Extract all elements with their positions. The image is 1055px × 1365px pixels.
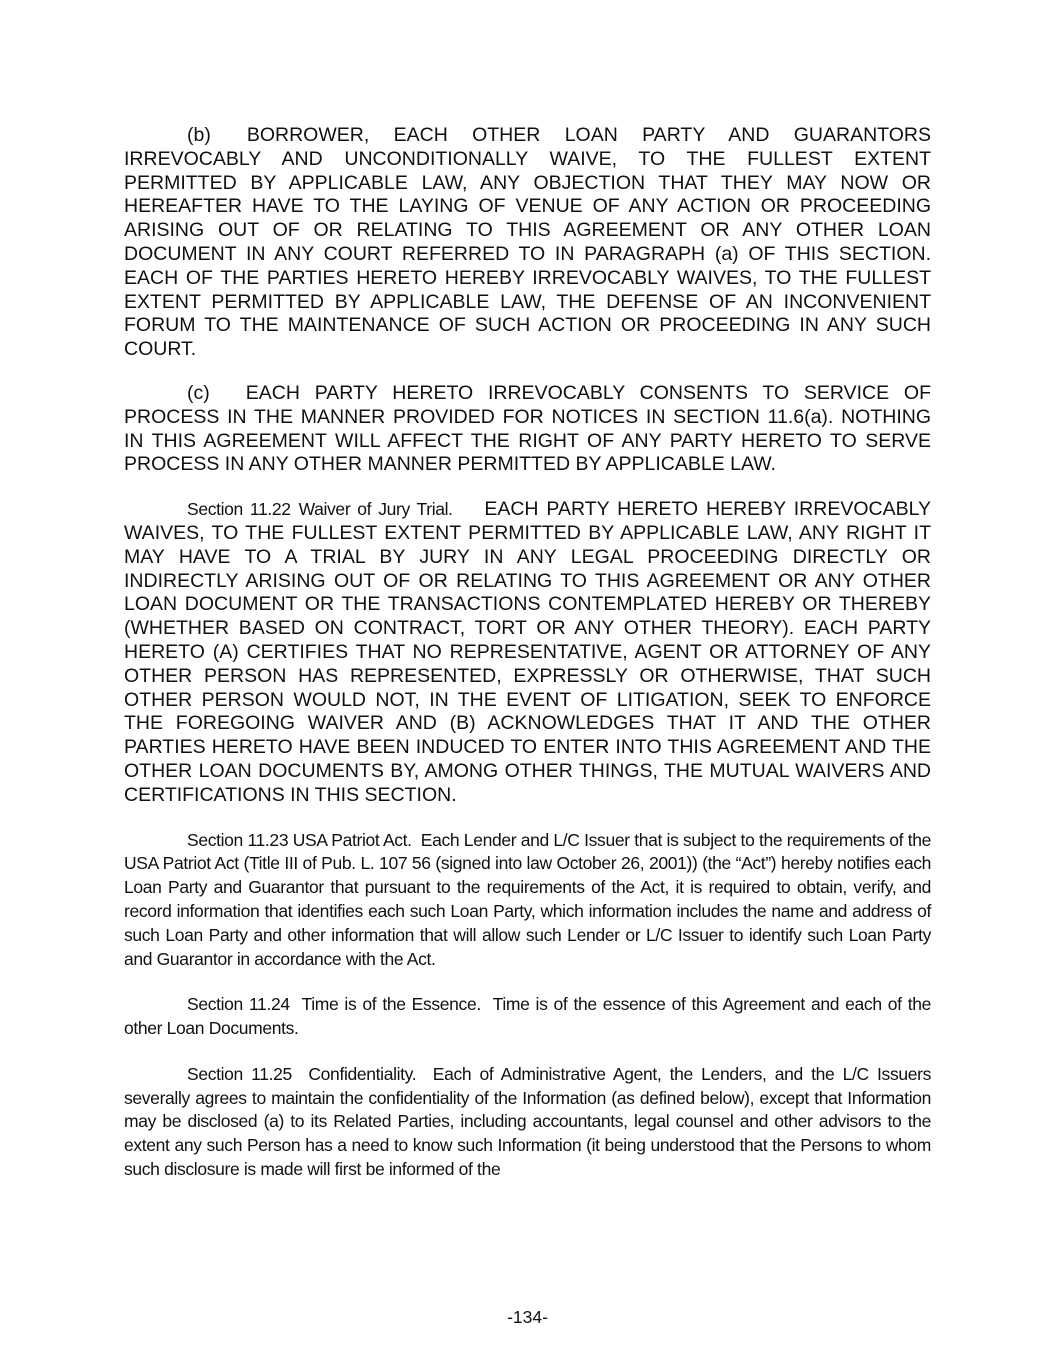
section-11-23-text: Each Lender and L/C Issuer that is subject to the requirements of the USA Patriot Act (Title III of Pub. L. 107 56 (signed into law October 26, 2001)) (the “Act”) hereby notifies each Loan Party and Guarantor that pursuant to the requirements of the Act, it is required to obtain, verify, and record information that identifies each such Loan Party, which information includes the name and address of such Loan Party and other information that will allow such Lender or L/C Issuer to identify such Loan Party and Guarantor in accordance with the Act.: [124, 829, 931, 969]
section-11-22: [124, 498, 931, 807]
section-11-22-text: EACH PARTY HERETO HEREBY IRREVOCABLY WAIVES, TO THE FULLEST EXTENT PERMITTED BY APPLICABLE LAW, ANY RIGHT IT MAY HAVE TO A TRIAL BY JURY IN ANY LEGAL PROCEEDING DIRECTLY OR INDIRECTLY ARISING OUT OF OR RELATING TO THIS AGREEMENT OR ANY OTHER LOAN DOCUMENT OR THE TRANSACTIONS CONTEMPLATED HEREBY OR THEREBY (WHETHER BASED ON CONTRACT, TORT OR ANY OTHER THEORY). EACH PARTY HERETO (A) CERTIFIES THAT NO REPRESENTATIVE, AGENT OR ATTORNEY OF ANY OTHER PERSON HAS REPRESENTED, EXPRESSLY OR OTHERWISE, THAT SUCH OTHER PERSON WOULD NOT, IN THE EVENT OF LITIGATION, SEEK TO ENFORCE THE FOREGOING WAIVER AND (B) ACKNOWLEDGES THAT IT AND THE OTHER PARTIES HERETO HAVE BEEN INDUCED TO ENTER INTO THIS AGREEMENT AND THE OTHER LOAN DOCUMENTS BY, AMONG OTHER THINGS, THE MUTUAL WAIVERS AND CERTIFICATIONS IN THIS SECTION.: [124, 498, 932, 806]
paragraph-c-marker: (c): [187, 381, 210, 404]
section-11-25: [124, 1063, 931, 1182]
section-11-25-label: Section 11.25: [187, 1063, 292, 1084]
section-11-25-heading: Confidentiality.: [308, 1063, 417, 1084]
section-11-24: [124, 993, 931, 1041]
section-11-24-heading: Time is of the Essence.: [301, 994, 481, 1015]
section-11-22-heading: Waiver of Jury Trial.: [298, 499, 453, 520]
paragraph-b-text: BORROWER, EACH OTHER LOAN PARTY AND GUARANTORS IRREVOCABLY AND UNCONDITIONALLY WAIVE, TO THE FULLEST EXTENT PERMITTED BY APPLICABLE LAW, ANY OBJECTION THAT THEY MAY NOW OR HEREAFTER HAVE TO THE LAYING OF VENUE OF ANY ACTION OR PROCEEDING ARISING OUT OF OR RELATING TO THIS AGREEMENT OR ANY OTHER LOAN DOCUMENT IN ANY COURT REFERRED TO IN PARAGRAPH (a) OF THIS SECTION. EACH OF THE PARTIES HERETO HEREBY IRREVOCABLY WAIVES, TO THE FULLEST EXTENT PERMITTED BY APPLICABLE LAW, THE DEFENSE OF AN INCONVENIENT FORUM TO THE MAINTENANCE OF SUCH ACTION OR PROCEEDING IN ANY SUCH COURT.: [124, 124, 931, 361]
section-11-22-label: Section 11.22: [187, 499, 291, 520]
paragraph-b: [124, 124, 931, 362]
page-number: -134-: [507, 1307, 548, 1327]
section-11-25-text: Each of Administrative Agent, the Lenders, and the L/C Issuers severally agrees to maintain the confidentiality of the Information (as defined below), except that Information may be disclosed (a) to its Related Parties, including accountants, legal counsel and other advisors to the extent any such Person has a need to know such Information (it being understood that the Persons to whom such disclosure is made will first be informed of the: [124, 1063, 931, 1180]
document-page: [124, 124, 931, 1182]
section-11-24-text: Time is of the essence of this Agreement and each of the other Loan Documents.: [124, 994, 931, 1039]
section-11-23: [124, 829, 931, 972]
paragraph-b-marker: (b): [187, 124, 211, 146]
section-11-24-label: Section 11.24: [187, 994, 290, 1015]
paragraph-c-text: EACH PARTY HERETO IRREVOCABLY CONSENTS TO SERVICE OF PROCESS IN THE MANNER PROVIDED FOR NOTICES IN SECTION 11.6(a). NOTHING IN THIS AGREEMENT WILL AFFECT THE RIGHT OF ANY PARTY HERETO TO SERVE PROCESS IN ANY OTHER MANNER PERMITTED BY APPLICABLE LAW.: [124, 381, 931, 476]
paragraph-c: [124, 382, 931, 477]
section-11-23-label: Section 11.23: [187, 829, 289, 850]
section-11-23-heading: USA Patriot Act.: [292, 829, 412, 850]
